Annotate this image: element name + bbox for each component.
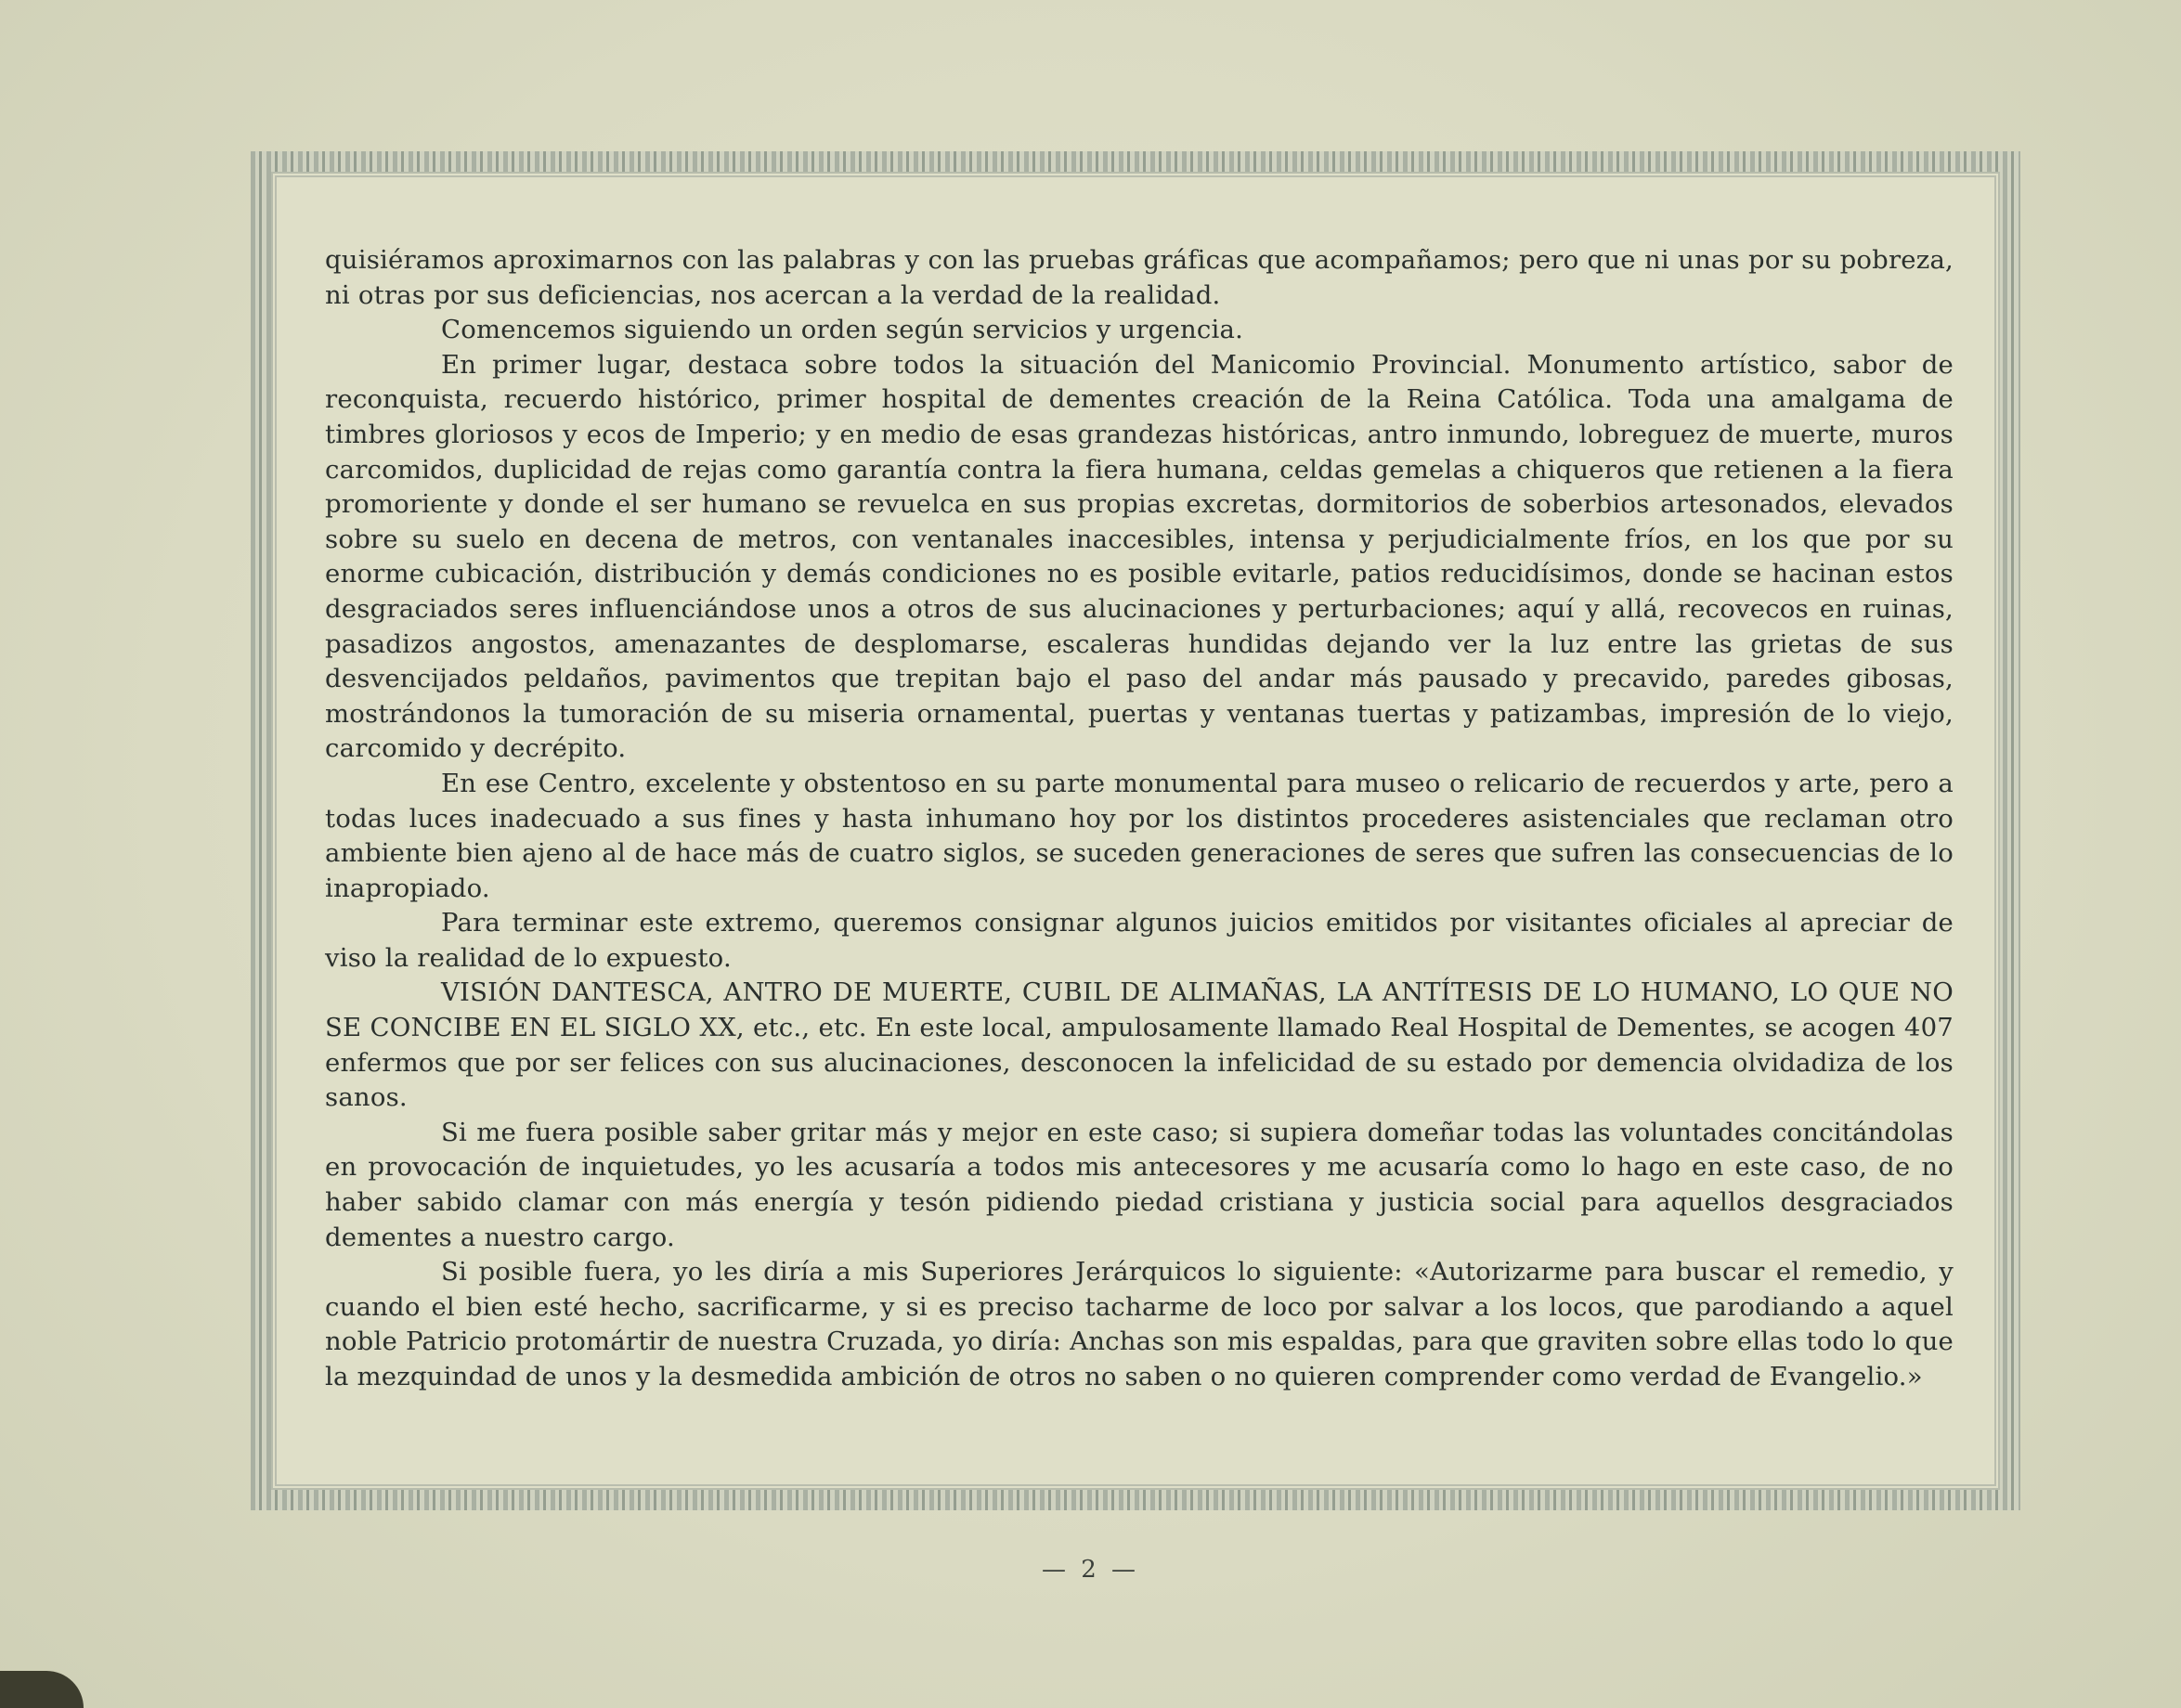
paragraph: quisiéramos aproximarnos con las palabras y con las pruebas gráficas que acompañamos; pero que ni unas por su pobreza, ni otras por sus deficiencias, nos acercan a la verdad de la realidad. (325, 245, 1954, 310)
paragraph: Para terminar este extremo, queremos consignar algunos juicios emitidos por visitantes oficiales al apreciar de viso la realidad de lo expuesto. (325, 908, 1954, 973)
paragraph: VISIÓN DANTESCA, ANTRO DE MUERTE, CUBIL DE ALIMAÑAS, LA ANTÍTESIS DE LO HUMANO, LO QUE NO SE CONCIBE EN EL SIGLO XX, etc., etc. En este local, ampulosamente llamado Real Hospital de Dementes, se acogen 407 enfermos que por ser felices con sus alucinaciones, desconocen la infelicidad de su estado por demencia olvidadiza de los sanos. (325, 977, 1954, 1113)
paragraph: En primer lugar, destaca sobre todos la situación del Manicomio Provincial. Monumento artístico, sabor de reconquista, recuerdo histórico, primer hospital de dementes creación de la Reina Católica. Toda una amalgama de timbres gloriosos y ecos de Imperio; y en medio de esas grandezas históricas, antro inmundo, lobreguez de muerte, muros carcomidos, duplicidad de rejas como garantía contra la fiera humana, celdas gemelas a chiqueros que retienen a la fiera promoriente y donde el ser humano se revuelca en sus propias excretas, dormitorios de soberbios artesonados, elevados sobre su suelo en decena de metros, con ventanales inaccesibles, intensa y perjudicialmente fríos, en los que por su enorme cubicación, distribución y demás condiciones no es posible evitarle, patios reducidísimos, donde se hacinan estos desgraciados seres influenciándose unos a otros de sus alucinaciones y perturbaciones; aquí y allá, recovecos en ruinas, pasadizos angostos, amenazantes de desplomarse, escaleras hundidas dejando ver la luz entre las grietas de sus desvencijados peldaños, pavimentos que trepitan bajo el paso del andar más pausado y precavido, paredes gibosas, mostrándonos la tumoración de su miseria ornamental, puertas y ventanas tuertas y patizambas, impresión de lo viejo, carcomido y decrépito. (325, 349, 1954, 764)
paragraph: Si me fuera posible saber gritar más y mejor en este caso; si supiera domeñar todas las voluntades concitándolas en provocación de inquietudes, yo les acusaría a todos mis antecesores y me acusaría como lo hago en este caso, de no haber sabido clamar con más energía y tesón pidiendo piedad cristiana y justicia social para aquellos desgraciados dementes a nuestro cargo. (325, 1117, 1954, 1252)
paragraph: Comencemos siguiendo un orden según servicios y urgencia. (441, 315, 1244, 345)
paragraph: Si posible fuera, yo les diría a mis Superiores Jerárquicos lo siguiente: «Autorizarme para buscar el remedio, y cuando el bien esté hecho, sacrificarme, y si es preciso tacharme de loco por salvar a los locos, que parodiando a aquel noble Patricio protomártir de nuestra Cruzada, yo diría: Anchas son mis espaldas, para que graviten sobre ellas todo lo que la mezquindad de unos y la desmedida ambición de otros no saben o no quieren comprender como verdad de Evangelio.» (325, 1257, 1954, 1391)
page-corner-shadow (0, 1671, 84, 1708)
body-text (325, 243, 1954, 1395)
paragraph: En ese Centro, excelente y obstentoso en su parte monumental para museo o relicario de recuerdos y arte, pero a todas luces inadecuado a sus fines y hasta inhumano hoy por los distintos procederes asistenciales que reclaman otro ambiente bien ajeno al de hace más de cuatro siglos, se suceden generaciones de seres que sufren las consecuencias de lo inapropiado. (325, 768, 1954, 903)
page-number: — 2 — (1041, 1556, 1140, 1584)
